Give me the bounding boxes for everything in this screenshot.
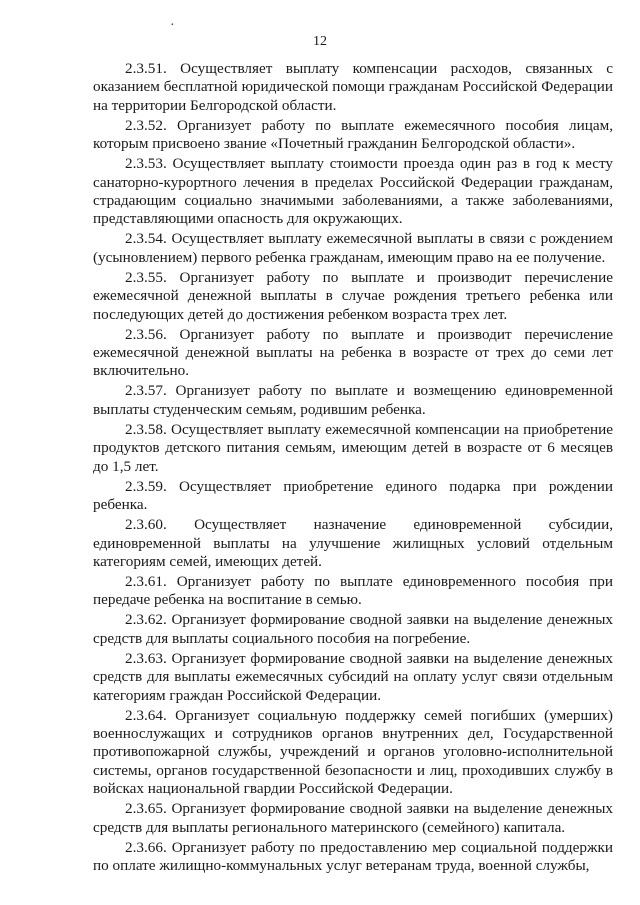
paragraph-2-3-57: 2.3.57. Организует работу по выплате и возмещению единовременной выплаты студенческим семьям, родившим ребенка. <box>93 382 613 418</box>
paragraph-2-3-66: 2.3.66. Организует работу по предоставлению мер социальной поддержки по оплате жилищно-коммунальных услуг ветеранам труда, военной службы, <box>93 838 613 874</box>
document-body <box>93 60 613 877</box>
paragraph-2-3-61: 2.3.61. Организует работу по выплате единовременного пособия при передаче ребенка на воспитание в семью. <box>93 572 613 609</box>
paragraph-2-3-64: 2.3.64. Организует социальную поддержку семей погибших (умерших) военнослужащих и сотрудников органов внутренних дел, Государственной противопожарной службы, учреждений и органов уголовно-исполнительной системы, органов государственной безопасности и лиц, проходивших службу в войсках национальной гвардии Российской Федерации. <box>93 706 613 798</box>
paragraph-2-3-55: 2.3.55. Организует работу по выплате и производит перечисление ежемесячной денежной выплаты в случае рождения третьего ребенка или последующих детей до достижения ребенком возраста трех лет. <box>93 268 613 323</box>
paragraph-2-3-51: 2.3.51. Осуществляет выплату компенсации расходов, связанных с оказанием бесплатной юридической помощи гражданам Российской Федерации на территории Белгородской области. <box>93 60 613 114</box>
paragraph-2-3-59: 2.3.59. Осуществляет приобретение единого подарка при рождении ребенка. <box>93 477 613 514</box>
paragraph-2-3-62: 2.3.62. Организует формирование сводной заявки на выделение денежных средств для выплаты социального пособия на погребение. <box>93 611 613 647</box>
paragraph-2-3-58: 2.3.58. Осуществляет выплату ежемесячной компенсации на приобретение продуктов детского питания семьям, имеющим детей в возрасте от 6 месяцев до 1,5 лет. <box>93 420 613 475</box>
paragraph-2-3-53: 2.3.53. Осуществляет выплату стоимости проезда один раз в год к месту санаторно-курортного лечения в пределах Российской Федерации гражданам, страдающим социально значимыми заболеваниями, а также заболеваниями, представляющими опасность для окружающих. <box>93 155 613 228</box>
paragraph-2-3-65: 2.3.65. Организует формирование сводной заявки на выделение денежных средств для выплаты регионального материнского (семейного) капитала. <box>93 800 613 836</box>
paragraph-2-3-54: 2.3.54. Осуществляет выплату ежемесячной выплаты в связи с рождением (усыновлением) первого ребенка гражданам, имеющим право на ее получение. <box>93 230 613 266</box>
paragraph-2-3-60: 2.3.60. Осуществляет назначение единовременной субсидии, единовременной выплаты на улучшение жилищных условий отдельным категориям семей, имеющих детей. <box>93 516 613 570</box>
scan-dot-mark: · <box>170 18 175 33</box>
paragraph-2-3-56: 2.3.56. Организует работу по выплате и производит перечисление ежемесячной денежной выплаты на ребенка в возрасте от трех до семи лет включительно. <box>93 325 613 380</box>
page-number: 12 <box>313 34 327 49</box>
paragraph-2-3-52: 2.3.52. Организует работу по выплате ежемесячного пособия лицам, которым присвоено звание «Почетный гражданин Белгородской области». <box>93 116 613 153</box>
paragraph-2-3-63: 2.3.63. Организует формирование сводной заявки на выделение денежных средств для выплаты ежемесячных субсидий на оплату услуг связи отдельным категориям граждан Российской Федерации. <box>93 649 613 704</box>
